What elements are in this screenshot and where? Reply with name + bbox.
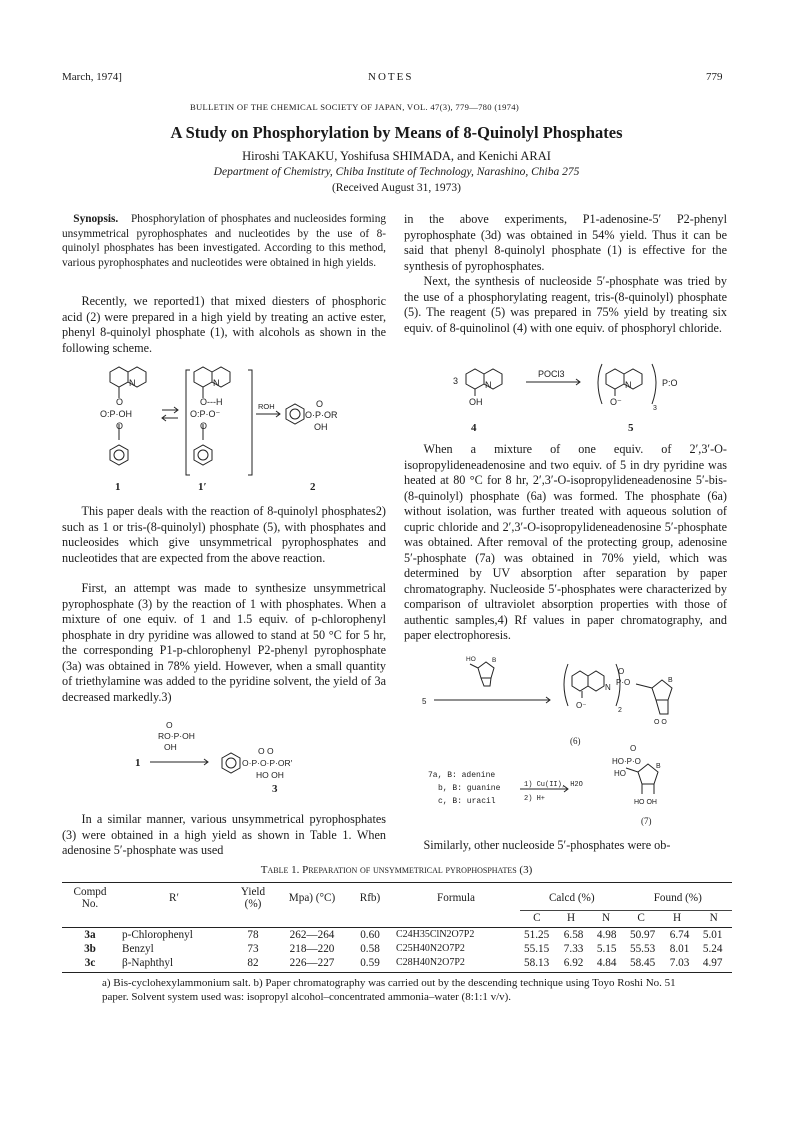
authors: Hiroshi TAKAKU, Yoshifusa SHIMADA, and Kenichi ARAI: [242, 149, 551, 163]
scheme-2-figure: [130, 720, 350, 795]
svg-text:O O: O O: [654, 719, 667, 726]
base-7c: c, B: uracil: [438, 797, 496, 806]
svg-text:5: 5: [422, 697, 427, 706]
col-header-formula: Formula: [437, 892, 475, 904]
svg-text:OH: OH: [164, 742, 177, 752]
svg-text:B: B: [656, 763, 661, 770]
scheme-4-figure: [420, 652, 720, 837]
svg-text:O: O: [200, 421, 208, 431]
base-7b: b, B: guanine: [438, 784, 501, 793]
table-row: 3c β-Naphthyl 82 226—227 0.59 C28H40N2O7P2 58.13 6.92 4.84 58.45 7.03 4.97: [84, 956, 723, 969]
svg-text:OH: OH: [469, 397, 483, 407]
svg-text:B: B: [668, 677, 673, 684]
table-caption: Table 1. Preparation of unsymmetrical pyrophosphates (3): [260, 864, 533, 876]
right-paragraph-4: Similarly, other nucleoside 5′-phosphates were ob-: [423, 838, 671, 852]
scheme-3-figure: [450, 360, 690, 440]
svg-text:3: 3: [453, 376, 459, 386]
svg-text:N: N: [129, 378, 136, 388]
svg-text:3: 3: [653, 405, 657, 412]
svg-text:O: O: [630, 744, 637, 753]
table-1: [62, 882, 732, 1005]
right-paragraph-2: Next, the synthesis of nucleoside 5′-phosphate was tried by the use of a phosphorylating reagent, tris-(8-quinolyl) phosphate (5). The reagent (5) was prepared in 75% yield by treating six equiv. of 8-quinolinol (4) with one equiv. of phosphoryl chloride.: [404, 274, 727, 335]
svg-text:N: N: [213, 378, 220, 388]
table-footnote: a) Bis-cyclohexylammonium salt. b) Paper chromatography was carried out by the descending technique using Toyo Roshi No. 51 paper. Solvent system used was: isopropyl alcohol–concentrated ammonia–water (8:1:1 v/v).: [102, 976, 676, 1003]
subheader-found-n: N: [709, 911, 718, 924]
right-paragraph-3: When a mixture of one equiv. of 2′,3′-O-isopropylideneadenosine and two equiv. of 5 in dry pyridine was heated at 80 °C for 8 hr, 2′,3′-O-isopropylideneadenosine 5′-bis-(8-quinolyl) phosphate (6a) was formed. The phosphate (6a) without isolation, was further treated with aqueous solution of cupric chloride and 2′,3′-O-isopropylideneadenosine 5′-phosphate was obtained. After removal of the protecting group, adenosine 5′-phosphate (7a) was obtained in 70% yield, which was determined by UV absorption after separation by paper chromatography. Nucleoside 5′-phosphates were characterized by comparison of ultraviolet absorption properties with those of authentic samples,4) Rf values in paper chromatography, and paper electrophoresis.: [404, 442, 727, 642]
svg-text:O·P·O·P·OR′: O·P·O·P·OR′: [242, 758, 293, 768]
svg-text:O: O: [166, 720, 173, 730]
scheme-4-label-6: (6): [570, 736, 581, 746]
reagent-step-2: 2) H+: [524, 795, 546, 803]
svg-text:P·O: P·O: [616, 678, 631, 687]
col-header-yield: Yield (%): [240, 886, 266, 910]
svg-text:O⁻: O⁻: [576, 701, 587, 710]
scheme-2-label: 3: [272, 783, 278, 795]
page-number: 779: [706, 71, 723, 83]
affiliation: Department of Chemistry, Chiba Institute of Technology, Narashino, Chiba 275: [213, 166, 580, 178]
scheme-1-label-2: 2: [310, 481, 316, 493]
svg-text:ROH: ROH: [258, 402, 275, 411]
svg-text:OH: OH: [314, 422, 328, 432]
svg-text:HO·P·O: HO·P·O: [612, 757, 641, 766]
svg-text:1: 1: [135, 757, 141, 769]
synopsis-text: Phosphorylation of phosphates and nucleosides forming unsymmetrical pyrophosphates and nucleotides by the use of 8-quinolyl phosphates has been investigated. According to this method, various pyrophosphates and nucleotides were obtained in high yields.: [62, 213, 386, 269]
svg-text:B: B: [492, 657, 497, 664]
subheader-calcd-h: H: [567, 911, 576, 924]
scheme-3-reagent: POCl3: [538, 369, 565, 379]
svg-text:O⁻: O⁻: [610, 397, 622, 407]
svg-text:O: O: [618, 667, 625, 676]
received-date: (Received August 31, 1973): [331, 182, 462, 194]
svg-text:N: N: [485, 380, 492, 390]
subheader-calcd-n: N: [602, 911, 611, 924]
subheader-calcd-c: C: [533, 911, 541, 924]
journal-line: BULLETIN OF THE CHEMICAL SOCIETY OF JAPAN, VOL. 47(3), 779—780 (1974): [190, 102, 520, 112]
svg-text:2: 2: [618, 707, 622, 714]
scheme-1-label-1prime: 1′: [198, 481, 207, 493]
left-paragraph-3: First, an attempt was made to synthesize unsymmetrical pyrophosphate (3) by the reaction of 1 with phosphates. When a mixture of one equiv. of 1 and 1.5 equiv. of p-chlorophenyl phosphate in dry pyridine was allowed to stand at 50 °C for 5 hr, the corresponding P1-p-chlorophenyl P2-phenyl pyrophosphate (3a) was obtained in 78% yield. However, when a small quantity of triethylamine was added to the pyridine solvent, the yield of 3a decreased markedly.3): [62, 581, 386, 704]
svg-text:N: N: [605, 683, 611, 692]
synopsis: [62, 212, 386, 270]
svg-text:O---H: O---H: [200, 397, 223, 407]
col-header-r: R′: [169, 892, 179, 904]
svg-text:O: O: [316, 399, 324, 409]
scheme-3-label-4: 4: [471, 422, 477, 434]
svg-text:RO·P·OH: RO·P·OH: [158, 731, 195, 741]
col-header-found: Found (%): [624, 886, 732, 910]
running-date: March, 1974]: [62, 71, 122, 83]
svg-text:HO: HO: [614, 769, 626, 778]
table-row: 3b Benzyl 73 218—220 0.58 C25H40N2O7P2 55.15 7.33 5.15 55.53 8.01 5.24: [84, 942, 723, 955]
col-header-mp: Mpa) (°C): [288, 892, 336, 904]
right-paragraph-1: in the above experiments, P1-adenosine-5′ P2-phenyl pyrophosphate (3d) was obtained in 54% yield. Thus it can be said that phenyl 8-quinolyl phosphate (1) is effective for the synthesis of pyrophosphates.: [404, 212, 727, 273]
svg-text:O: O: [116, 421, 124, 431]
scheme-1-figure: [90, 360, 370, 495]
base-7a: 7a, B: adenine: [428, 771, 496, 780]
svg-text:O·P·OR: O·P·OR: [305, 410, 338, 420]
left-paragraph-2: This paper deals with the reaction of 8-quinolyl phosphates2) such as 1 or tris-(8-quinolyl) phosphate (5), with phosphates and nucleosides which give unsymmetrical pyrophosphates and nucleotides that are expected from the above reaction.: [62, 504, 386, 565]
col-header-compd: Compd No.: [73, 886, 107, 910]
svg-text:HO: HO: [466, 656, 476, 663]
svg-text:HO OH: HO OH: [634, 799, 657, 806]
svg-text:O O: O O: [258, 746, 274, 756]
reagent-step-1: 1) Cu(II), H2O: [524, 781, 583, 789]
synopsis-label: Synopsis.: [73, 213, 119, 225]
left-paragraph-4: In a similar manner, various unsymmetrical pyrophosphates (3) were obtained in a high yield as shown in Table 1. When adenosine 5′-phosphate was used: [62, 812, 386, 857]
svg-text:O:P·O⁻: O:P·O⁻: [190, 409, 221, 419]
svg-text:P:O: P:O: [662, 378, 678, 388]
table-row: 3a p-Chlorophenyl 78 262—264 0.60 C24H35ClN2O7P2 51.25 6.58 4.98 50.97 6.74 5.01: [84, 928, 723, 941]
svg-text:HO OH: HO OH: [256, 770, 284, 780]
col-header-calcd: Calcd (%): [520, 886, 624, 910]
svg-text:N: N: [625, 380, 632, 390]
svg-text:O: O: [116, 397, 124, 407]
scheme-1-label-1: 1: [115, 481, 121, 493]
paper-title: A Study on Phosphorylation by Means of 8-Quinolyl Phosphates: [170, 123, 623, 142]
scheme-3-label-5: 5: [628, 422, 634, 434]
svg-text:O:P·OH: O:P·OH: [100, 409, 133, 419]
subheader-found-h: H: [672, 911, 682, 924]
left-paragraph-1: Recently, we reported1) that mixed diesters of phosphoric acid (2) were prepared in a high yield by treating an active ester, phenyl 8-quinolyl phosphate (1), with alcohols as shown in the following scheme.: [62, 294, 386, 355]
scheme-4-label-7: (7): [641, 816, 652, 826]
col-header-rf: Rfb): [359, 892, 381, 904]
running-section: NOTES: [368, 71, 414, 83]
subheader-found-c: C: [637, 911, 645, 924]
